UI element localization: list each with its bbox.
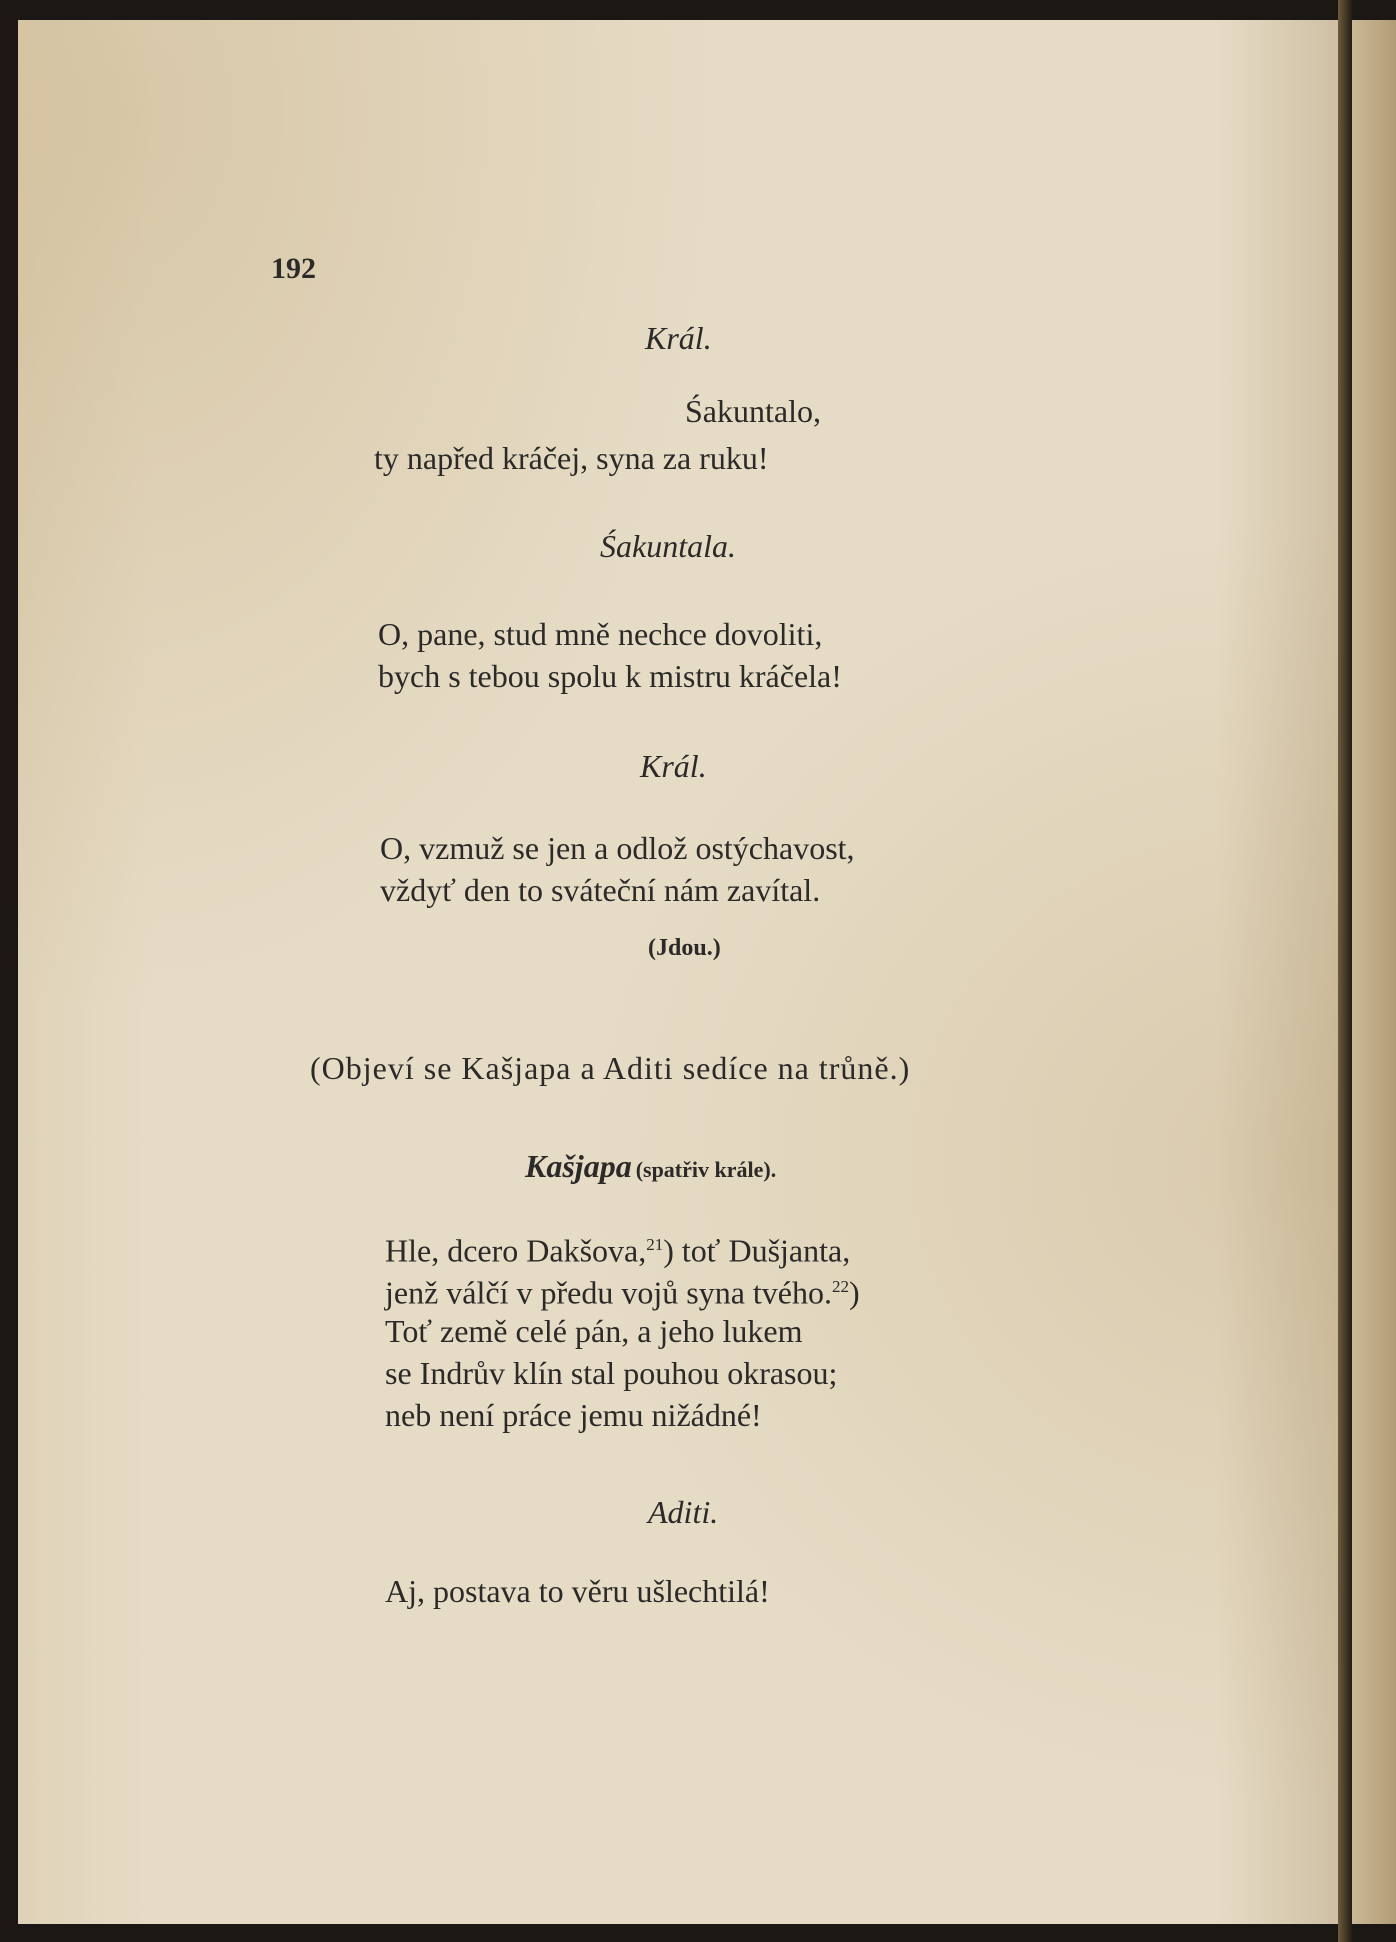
footnote-ref[interactable]: 21	[646, 1235, 664, 1254]
verse-line: O, pane, stud mně nechce dovoliti,	[378, 616, 823, 652]
stage-direction: (Objeví se Kašjapa a Aditi sedíce na trůně.)	[310, 1050, 911, 1086]
stage-direction: (Jdou.)	[648, 935, 721, 961]
verse-line: O, vzmuž se jen a odlož ostýchavost,	[380, 830, 855, 866]
verse-line: jenž válčí v předu vojů syna tvého.$^{22}$)	[385, 1274, 860, 1311]
verse-line: Toť země celé pán, a jeho lukem	[385, 1313, 803, 1349]
verse-line: ty napřed kráčej, syna za ruku!	[374, 440, 769, 476]
verse-line: Śakuntalo,	[685, 393, 821, 429]
speaker-kral-2: Král.	[640, 748, 707, 784]
speaker-kral-1: Král.	[645, 320, 712, 356]
facing-page-edge	[1352, 20, 1396, 1924]
speaker-aditi: Aditi.	[648, 1494, 719, 1530]
verse-line: neb není práce jemu nižádné!	[385, 1397, 762, 1433]
verse-line: Hle, dcero Dakšova,$^{21}$) toť Dušjanta,	[385, 1232, 851, 1269]
verse-line: bych s tebou spolu k mistru kráčela!	[378, 658, 842, 694]
book-spine	[1338, 0, 1352, 1942]
speaker-kasjapa-line	[525, 1148, 776, 1185]
verse-line: se Indrův klín stal pouhou okrasou;	[385, 1355, 838, 1391]
paper-sheet	[18, 20, 1348, 1924]
page-number: 192	[271, 252, 316, 285]
speaker-sakuntala: Śakuntala.	[600, 528, 736, 564]
verse-line: Aj, postava to věru ušlechtilá!	[385, 1573, 770, 1609]
footnote-ref[interactable]: 22	[831, 1277, 849, 1296]
speaker-direction: (spatřiv krále).	[635, 1157, 777, 1182]
speaker-kasjapa: Kašjapa	[525, 1148, 632, 1184]
verse-line: vždyť den to sváteční nám zavítal.	[380, 872, 821, 908]
